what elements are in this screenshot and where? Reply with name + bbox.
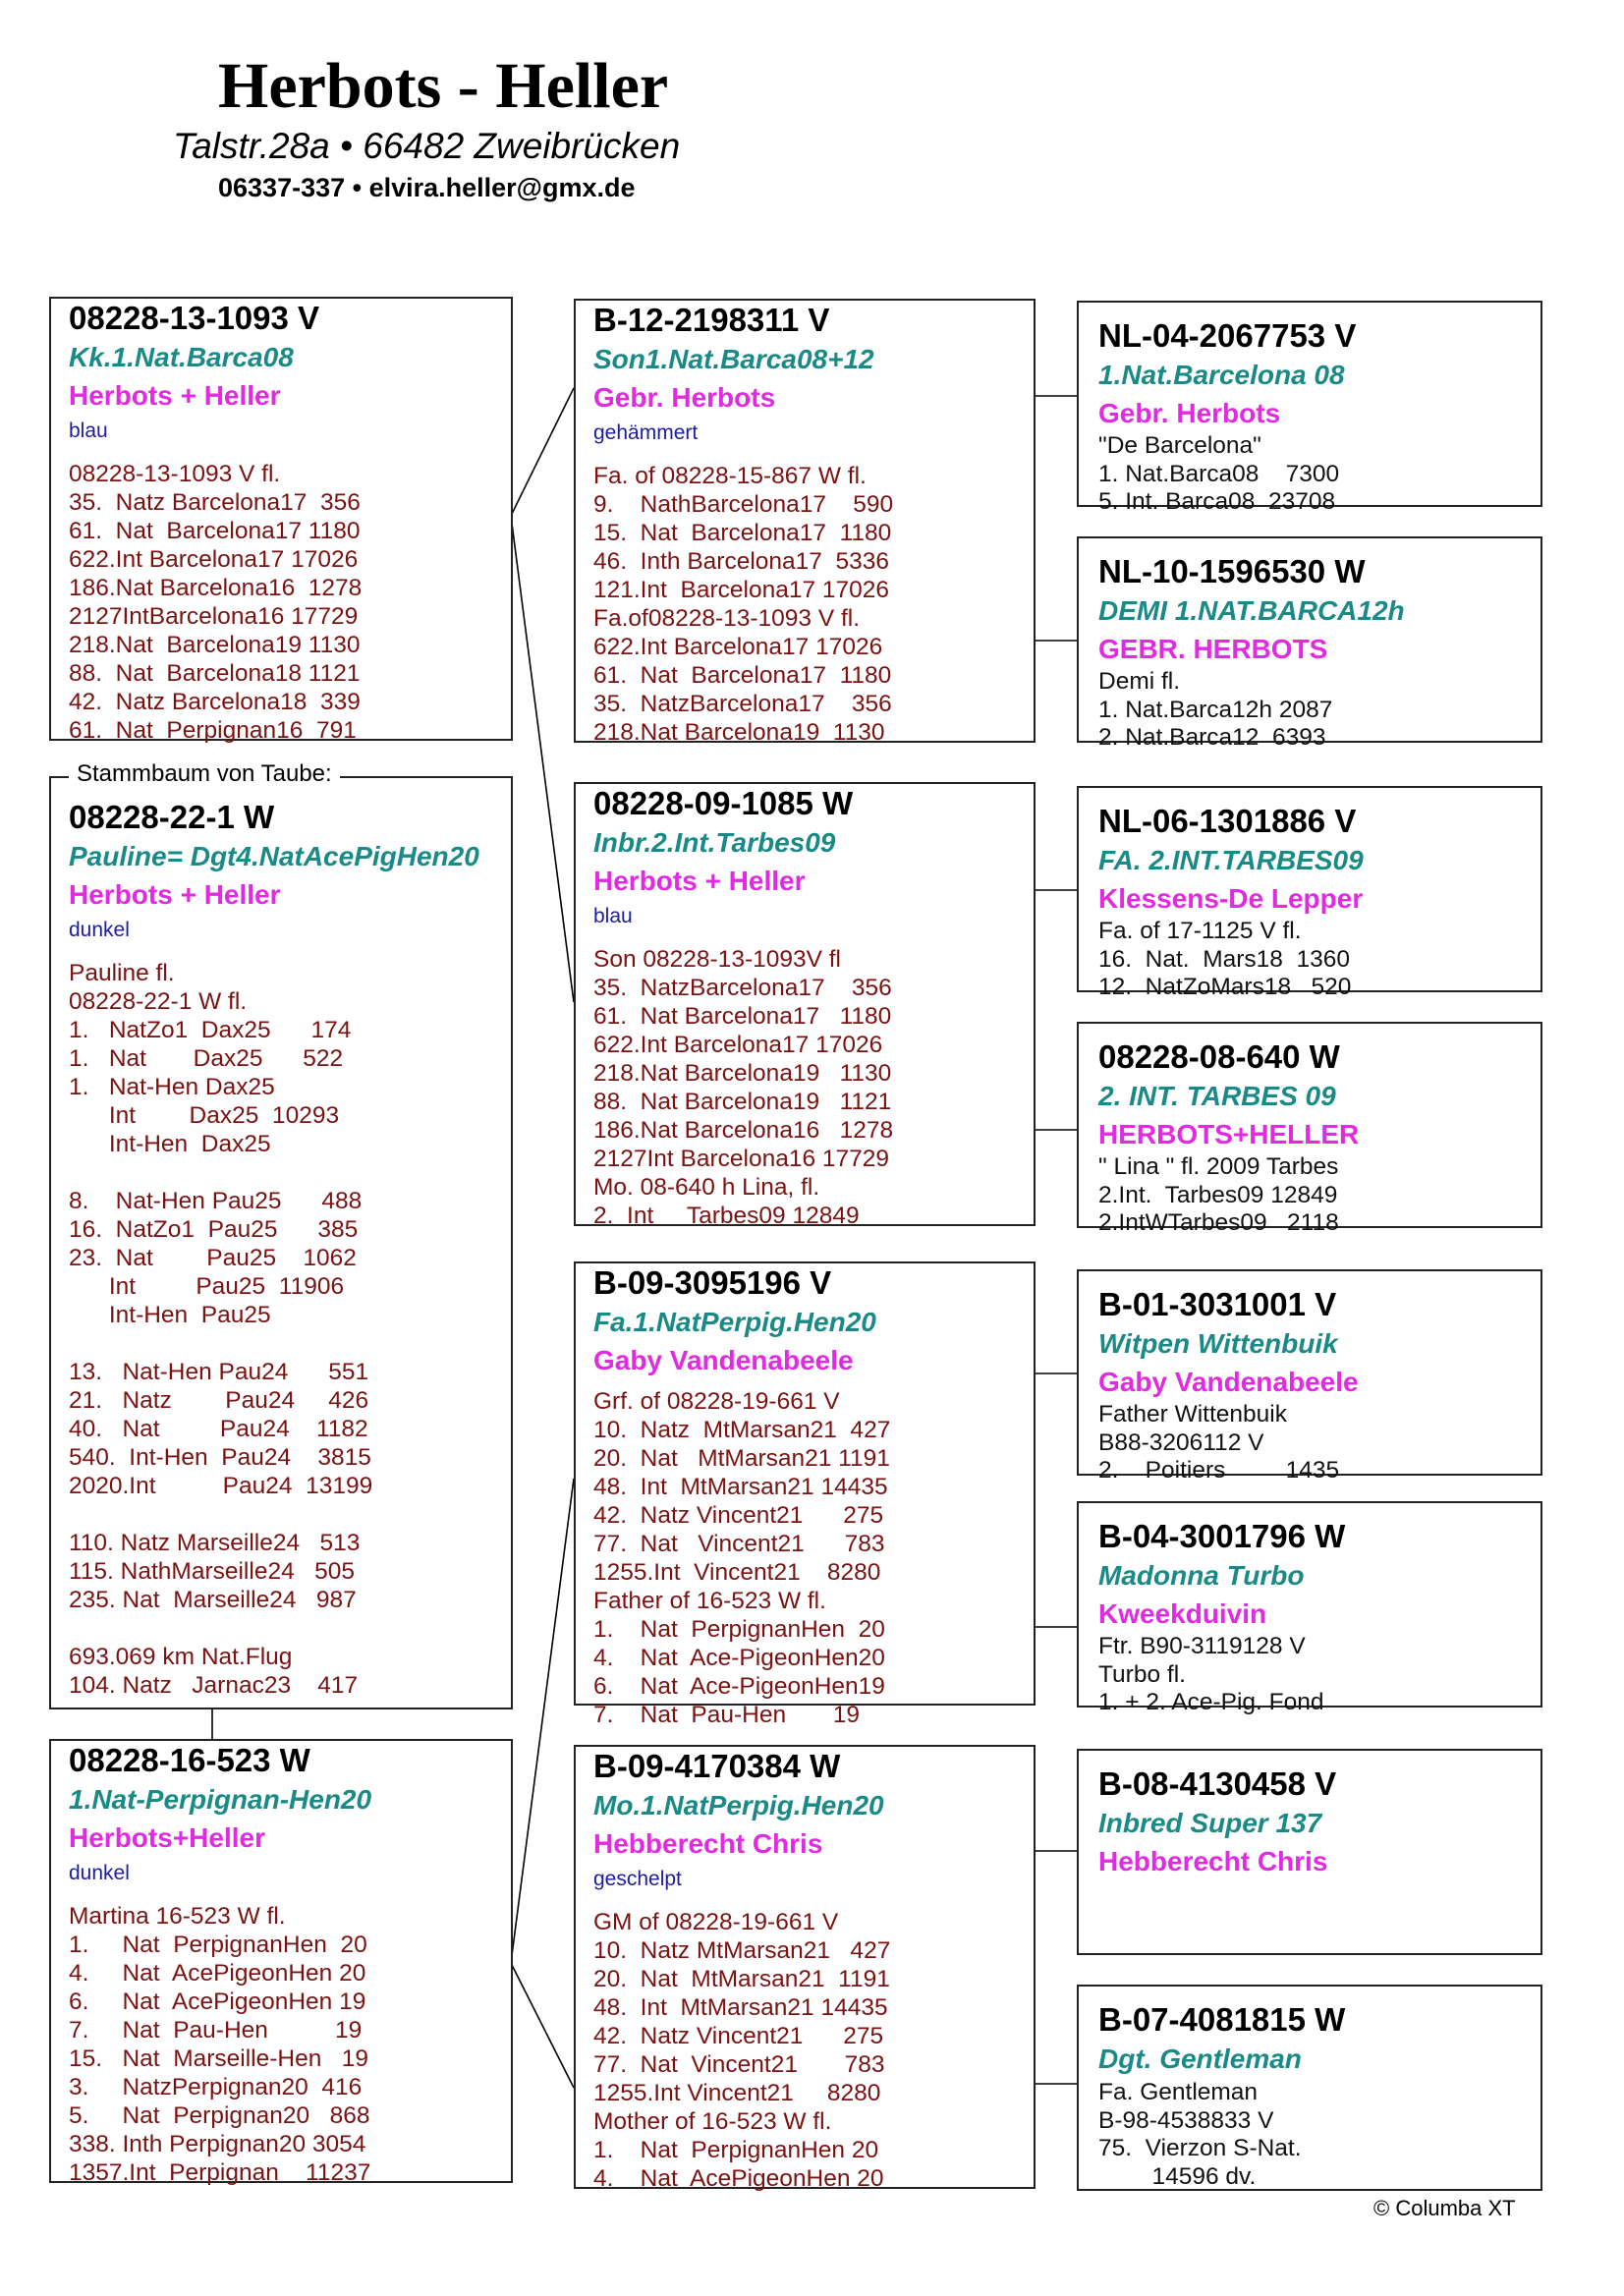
performance-line: 1. Nat-Hen Dax25 bbox=[69, 1074, 275, 1100]
performance-line: 9. NathBarcelona17 590 bbox=[593, 491, 894, 518]
pedigree-box-mfm bbox=[1077, 1501, 1542, 1715]
pedigree-label: Stammbaum von Taube: bbox=[69, 760, 340, 788]
performance-line: 2.Int. Tarbes09 12849 bbox=[1098, 1181, 1338, 1208]
performance-line: 16. Nat. Mars18 1360 bbox=[1098, 945, 1351, 973]
performance-line: 622.Int Barcelona17 17026 bbox=[69, 546, 359, 573]
breeder-name: Gaby Vandenabeele bbox=[1098, 1367, 1359, 1397]
performance-line: 88. Nat Barcelona18 1121 bbox=[69, 660, 361, 687]
pigeon-title: Madonna Turbo bbox=[1098, 1560, 1305, 1591]
pigeon-color: gehämmert bbox=[593, 421, 699, 444]
pedigree-box-fmf bbox=[1077, 786, 1542, 1000]
pigeon-title: DEMI 1.NAT.BARCA12h bbox=[1098, 595, 1405, 626]
pigeon-title: Witpen Wittenbuik bbox=[1098, 1328, 1338, 1359]
performance-line: 1. Nat PerpignanHen 20 bbox=[69, 1932, 367, 1958]
performance-line: Mother of 16-523 W fl. bbox=[593, 2108, 832, 2135]
ring-number: 08228-16-523 W bbox=[69, 1742, 310, 1778]
ring-number: NL-10-1596530 W bbox=[1098, 553, 1366, 589]
performance-line: 4. Nat AcePigeonHen 20 bbox=[593, 2165, 884, 2192]
pigeon-title: Inbred Super 137 bbox=[1098, 1808, 1322, 1838]
pedigree-box-father-mother bbox=[574, 782, 1036, 1229]
performance-line: 1. NatZo1 Dax25 174 bbox=[69, 1017, 352, 1043]
ring-number: 08228-09-1085 W bbox=[593, 785, 854, 821]
ring-number: 08228-13-1093 V bbox=[69, 300, 320, 336]
ring-number: B-01-3031001 V bbox=[1098, 1286, 1337, 1322]
performance-line: Demi fl. bbox=[1098, 668, 1181, 695]
performance-line: 77. Nat Vincent21 783 bbox=[593, 2051, 885, 2078]
performance-line: 186.Nat Barcelona16 1278 bbox=[69, 575, 363, 601]
performance-line: 2020.Int Pau24 13199 bbox=[69, 1473, 373, 1499]
performance-line: 4. Nat AcePigeonHen 20 bbox=[69, 1960, 366, 1987]
pigeon-title: Son1.Nat.Barca08+12 bbox=[593, 344, 874, 374]
breeder-name-title: Herbots - Heller bbox=[218, 50, 669, 122]
performance-line: Fa.of08228-13-1093 V fl. bbox=[593, 605, 861, 632]
breeder-name: Klessens-De Lepper bbox=[1098, 883, 1364, 914]
performance-line: 61. Nat Perpignan16 791 bbox=[69, 717, 357, 744]
performance-line: 77. Nat Vincent21 783 bbox=[593, 1531, 885, 1557]
breeder-name: HERBOTS+HELLER bbox=[1098, 1119, 1360, 1149]
pedigree-box-mother-father bbox=[574, 1261, 1036, 1728]
ring-number: 08228-08-640 W bbox=[1098, 1038, 1340, 1075]
performance-line: 5. Int. Barca08 23708 bbox=[1098, 488, 1336, 515]
performance-list bbox=[69, 460, 493, 745]
ring-number: B-09-4170384 W bbox=[593, 1748, 841, 1784]
performance-line: 4. Nat Ace-PigeonHen20 bbox=[593, 1645, 885, 1671]
performance-list bbox=[593, 462, 1016, 747]
performance-line: 1255.Int Vincent21 8280 bbox=[593, 2080, 881, 2106]
breeder-name: GEBR. HERBOTS bbox=[1098, 634, 1328, 664]
pedigree-box-mff bbox=[1077, 1269, 1542, 1484]
pigeon-color: geschelpt bbox=[593, 1868, 682, 1890]
performance-line: 235. Nat Marseille24 987 bbox=[69, 1587, 357, 1613]
performance-line: 2127Int Barcelona16 17729 bbox=[593, 1146, 890, 1172]
ring-number: B-09-3095196 V bbox=[593, 1264, 832, 1301]
pigeon-title: FA. 2.INT.TARBES09 bbox=[1098, 845, 1364, 875]
performance-list bbox=[1098, 432, 1521, 517]
performance-list bbox=[69, 1902, 493, 2187]
pigeon-title: Dgt. Gentleman bbox=[1098, 2044, 1302, 2074]
performance-line: 75. Vierzon S-Nat. bbox=[1098, 2135, 1302, 2161]
breeder-name: Herbots+Heller bbox=[69, 1822, 265, 1853]
performance-list bbox=[1098, 668, 1521, 753]
pigeon-color: blau bbox=[593, 905, 633, 927]
performance-line: Fa. of 08228-15-867 W fl. bbox=[593, 463, 867, 489]
performance-line: 622.Int Barcelona17 17026 bbox=[593, 634, 883, 660]
performance-line: 12. NatZoMars18 520 bbox=[1098, 974, 1352, 1000]
performance-list bbox=[69, 959, 493, 1700]
ring-number: B-12-2198311 V bbox=[593, 302, 830, 338]
performance-line: 40. Nat Pau24 1182 bbox=[69, 1416, 368, 1442]
performance-line: "De Barcelona" bbox=[1098, 432, 1261, 459]
pigeon-color: dunkel bbox=[69, 919, 130, 941]
performance-line: 15. Nat Marseille-Hen 19 bbox=[69, 2045, 369, 2072]
breeder-name: Hebberecht Chris bbox=[593, 1828, 823, 1859]
breeder-address: Talstr.28a • 66482 Zweibrücken bbox=[173, 126, 681, 166]
breeder-contact: 06337-337 • elvira.heller@gmx.de bbox=[218, 173, 636, 202]
performance-line: Int-Hen Pau25 bbox=[69, 1302, 271, 1328]
performance-line: 338. Inth Perpignan20 3054 bbox=[69, 2131, 366, 2157]
performance-line: 3. NatzPerpignan20 416 bbox=[69, 2074, 363, 2100]
performance-line: 14596 dv. bbox=[1098, 2162, 1257, 2190]
performance-list bbox=[1098, 1401, 1521, 1485]
pedigree-box-fff bbox=[1077, 301, 1542, 515]
pedigree-box-fmm bbox=[1077, 1022, 1542, 1236]
pedigree-box-mother-mother bbox=[574, 1745, 1036, 2192]
performance-line: 48. Int MtMarsan21 14435 bbox=[593, 1994, 888, 2021]
performance-line: Martina 16-523 W fl. bbox=[69, 1903, 286, 1930]
performance-list bbox=[1098, 2079, 1521, 2191]
pedigree-box-mother bbox=[49, 1739, 513, 2186]
breeder-name: Herbots + Heller bbox=[69, 879, 281, 910]
pedigree-box-main bbox=[49, 776, 513, 1709]
performance-line: 21. Natz Pau24 426 bbox=[69, 1387, 369, 1414]
performance-line: " Lina " fl. 2009 Tarbes bbox=[1098, 1153, 1339, 1180]
performance-line: 1. + 2. Ace-Pig. Fond bbox=[1098, 1689, 1324, 1715]
performance-list bbox=[593, 1387, 1016, 1729]
performance-line: Int Dax25 10293 bbox=[69, 1102, 340, 1129]
performance-line: 2. Poitiers 1435 bbox=[1098, 1457, 1340, 1484]
performance-line: 2. Nat.Barca12 6393 bbox=[1098, 724, 1326, 751]
performance-line: 23. Nat Pau25 1062 bbox=[69, 1245, 357, 1271]
performance-line: Int Pau25 11906 bbox=[69, 1273, 345, 1300]
ring-number: B-04-3001796 W bbox=[1098, 1518, 1346, 1554]
breeder-name: Kweekduivin bbox=[1098, 1598, 1267, 1629]
performance-list bbox=[593, 945, 1016, 1230]
performance-line: 1. Nat Dax25 522 bbox=[69, 1045, 344, 1072]
performance-line bbox=[69, 1329, 493, 1358]
breeder-name: Gaby Vandenabeele bbox=[593, 1345, 854, 1375]
breeder-name: Gebr. Herbots bbox=[593, 382, 776, 413]
performance-line: 218.Nat Barcelona19 1130 bbox=[593, 1060, 892, 1087]
performance-line: 61. Nat Barcelona17 1180 bbox=[593, 662, 892, 689]
performance-line: Son 08228-13-1093V fl bbox=[593, 946, 841, 973]
performance-line: 2.IntWTarbes09 2118 bbox=[1098, 1209, 1339, 1236]
performance-list bbox=[1098, 1633, 1521, 1717]
ring-number: NL-06-1301886 V bbox=[1098, 803, 1357, 839]
performance-line: 121.Int Barcelona17 17026 bbox=[593, 577, 890, 603]
performance-line: 88. Nat Barcelona19 1121 bbox=[593, 1089, 892, 1115]
performance-line: 1357.Int Perpignan 11237 bbox=[69, 2159, 371, 2186]
pedigree-box-ffm bbox=[1077, 536, 1542, 751]
performance-line: 42. Natz Vincent21 275 bbox=[593, 1502, 884, 1529]
performance-line: 20. Nat MtMarsan21 1191 bbox=[593, 1966, 890, 1992]
performance-line: 218.Nat Barcelona19 1130 bbox=[593, 719, 885, 746]
copyright-notice: © Columba XT bbox=[1373, 2196, 1516, 2220]
pedigree-box-father bbox=[49, 297, 513, 744]
performance-line: 61. Nat Barcelona17 1180 bbox=[593, 1003, 892, 1030]
performance-line: 540. Int-Hen Pau24 3815 bbox=[69, 1444, 371, 1471]
performance-line: Int-Hen Dax25 bbox=[69, 1131, 271, 1157]
performance-line: 693.069 km Nat.Flug bbox=[69, 1644, 293, 1670]
performance-line: 1. Nat.Barca08 7300 bbox=[1098, 460, 1340, 487]
ring-number: 08228-22-1 W bbox=[69, 799, 275, 835]
performance-line: 7. Nat Pau-Hen 19 bbox=[69, 2017, 363, 2044]
performance-line: 10. Natz MtMarsan21 427 bbox=[593, 1937, 891, 1964]
performance-line: 1. Nat PerpignanHen 20 bbox=[593, 1616, 885, 1643]
performance-line: 110. Natz Marseille24 513 bbox=[69, 1530, 361, 1556]
performance-line: Fa. of 17-1125 V fl. bbox=[1098, 918, 1302, 944]
pedigree-box-mmm bbox=[1077, 1985, 1542, 2191]
pigeon-color: dunkel bbox=[69, 1862, 130, 1884]
performance-line: Turbo fl. bbox=[1098, 1660, 1186, 1688]
performance-line: Fa. Gentleman bbox=[1098, 2079, 1259, 2105]
performance-list bbox=[1098, 918, 1521, 1002]
performance-line: B-98-4538833 V bbox=[1098, 2106, 1274, 2134]
pigeon-title: 2. INT. TARBES 09 bbox=[1098, 1081, 1336, 1111]
performance-list bbox=[593, 1908, 1016, 2193]
performance-line: 104. Natz Jarnac23 417 bbox=[69, 1672, 359, 1699]
breeder-name: Gebr. Herbots bbox=[1098, 398, 1281, 428]
ring-number: B-07-4081815 W bbox=[1098, 2001, 1346, 2038]
performance-line: 5. Nat Perpignan20 868 bbox=[69, 2102, 370, 2129]
performance-line: 1255.Int Vincent21 8280 bbox=[593, 1559, 881, 1586]
performance-line: 42. Natz Vincent21 275 bbox=[593, 2023, 884, 2049]
performance-line: Mo. 08-640 h Lina, fl. bbox=[593, 1174, 820, 1201]
performance-line: 20. Nat MtMarsan21 1191 bbox=[593, 1445, 890, 1472]
performance-line: Father Wittenbuik bbox=[1098, 1401, 1287, 1428]
performance-line: Father of 16-523 W fl. bbox=[593, 1588, 826, 1614]
performance-line: 16. NatZo1 Pau25 385 bbox=[69, 1216, 359, 1243]
performance-line: 218.Nat Barcelona19 1130 bbox=[69, 632, 361, 658]
ring-number: NL-04-2067753 V bbox=[1098, 317, 1357, 354]
pigeon-title: Fa.1.NatPerpig.Hen20 bbox=[593, 1307, 876, 1337]
pedigree-box-mmf bbox=[1077, 1749, 1542, 1955]
performance-line bbox=[69, 1500, 493, 1529]
performance-line: Grf. of 08228-19-661 V bbox=[593, 1388, 840, 1415]
performance-line: 35. NatzBarcelona17 356 bbox=[593, 691, 892, 717]
performance-list bbox=[1098, 1153, 1521, 1238]
performance-line: 7. Nat Pau-Hen 19 bbox=[593, 1702, 860, 1728]
performance-line: 6. Nat AcePigeonHen 19 bbox=[69, 1988, 366, 2015]
performance-line: 2. Int Tarbes09 12849 bbox=[593, 1203, 860, 1229]
pigeon-title: Inbr.2.Int.Tarbes09 bbox=[593, 827, 836, 858]
performance-line: 35. NatzBarcelona17 356 bbox=[593, 975, 892, 1001]
performance-line: 46. Inth Barcelona17 5336 bbox=[593, 548, 890, 575]
performance-line: 48. Int MtMarsan21 14435 bbox=[593, 1474, 888, 1500]
breeder-name: Herbots + Heller bbox=[69, 380, 281, 411]
performance-line: Ftr. B90-3119128 V bbox=[1098, 1633, 1306, 1659]
breeder-name: Hebberecht Chris bbox=[1098, 1846, 1328, 1876]
performance-line: 08228-13-1093 V fl. bbox=[69, 461, 281, 487]
performance-line bbox=[69, 1158, 493, 1187]
breeder-name: Herbots + Heller bbox=[593, 866, 806, 896]
performance-line: 8. Nat-Hen Pau25 488 bbox=[69, 1188, 363, 1214]
performance-line: 186.Nat Barcelona16 1278 bbox=[593, 1117, 894, 1144]
performance-line: 6. Nat Ace-PigeonHen19 bbox=[593, 1673, 885, 1700]
pigeon-title: Pauline= Dgt4.NatAcePigHen20 bbox=[69, 841, 479, 871]
pigeon-color: blau bbox=[69, 420, 108, 442]
ring-number: B-08-4130458 V bbox=[1098, 1765, 1337, 1802]
performance-line: 622.Int Barcelona17 17026 bbox=[593, 1032, 883, 1058]
performance-line: 1. Nat.Barca12h 2087 bbox=[1098, 696, 1333, 723]
pigeon-title: Mo.1.NatPerpig.Hen20 bbox=[593, 1790, 884, 1820]
performance-line: 61. Nat Barcelona17 1180 bbox=[69, 518, 361, 544]
performance-line: 1. Nat PerpignanHen 20 bbox=[593, 2137, 879, 2163]
performance-line: 15. Nat Barcelona17 1180 bbox=[593, 520, 892, 546]
performance-line: 08228-22-1 W fl. bbox=[69, 988, 248, 1015]
pigeon-title: Kk.1.Nat.Barca08 bbox=[69, 342, 294, 372]
performance-line: 35. Natz Barcelona17 356 bbox=[69, 489, 361, 516]
performance-line: 2127IntBarcelona16 17729 bbox=[69, 603, 359, 630]
performance-line: GM of 08228-19-661 V bbox=[593, 1909, 839, 1935]
performance-line: 10. Natz MtMarsan21 427 bbox=[593, 1417, 891, 1443]
pedigree-box-father-father bbox=[574, 299, 1036, 746]
performance-line: 13. Nat-Hen Pau24 551 bbox=[69, 1359, 369, 1385]
performance-line: Pauline fl. bbox=[69, 960, 175, 986]
performance-line bbox=[69, 1614, 493, 1643]
pigeon-title: 1.Nat-Perpignan-Hen20 bbox=[69, 1784, 372, 1815]
performance-line: B88-3206112 V bbox=[1098, 1428, 1264, 1456]
performance-line: 42. Natz Barcelona18 339 bbox=[69, 689, 361, 715]
pigeon-title: 1.Nat.Barcelona 08 bbox=[1098, 360, 1345, 390]
performance-line: 115. NathMarseille24 505 bbox=[69, 1558, 355, 1585]
